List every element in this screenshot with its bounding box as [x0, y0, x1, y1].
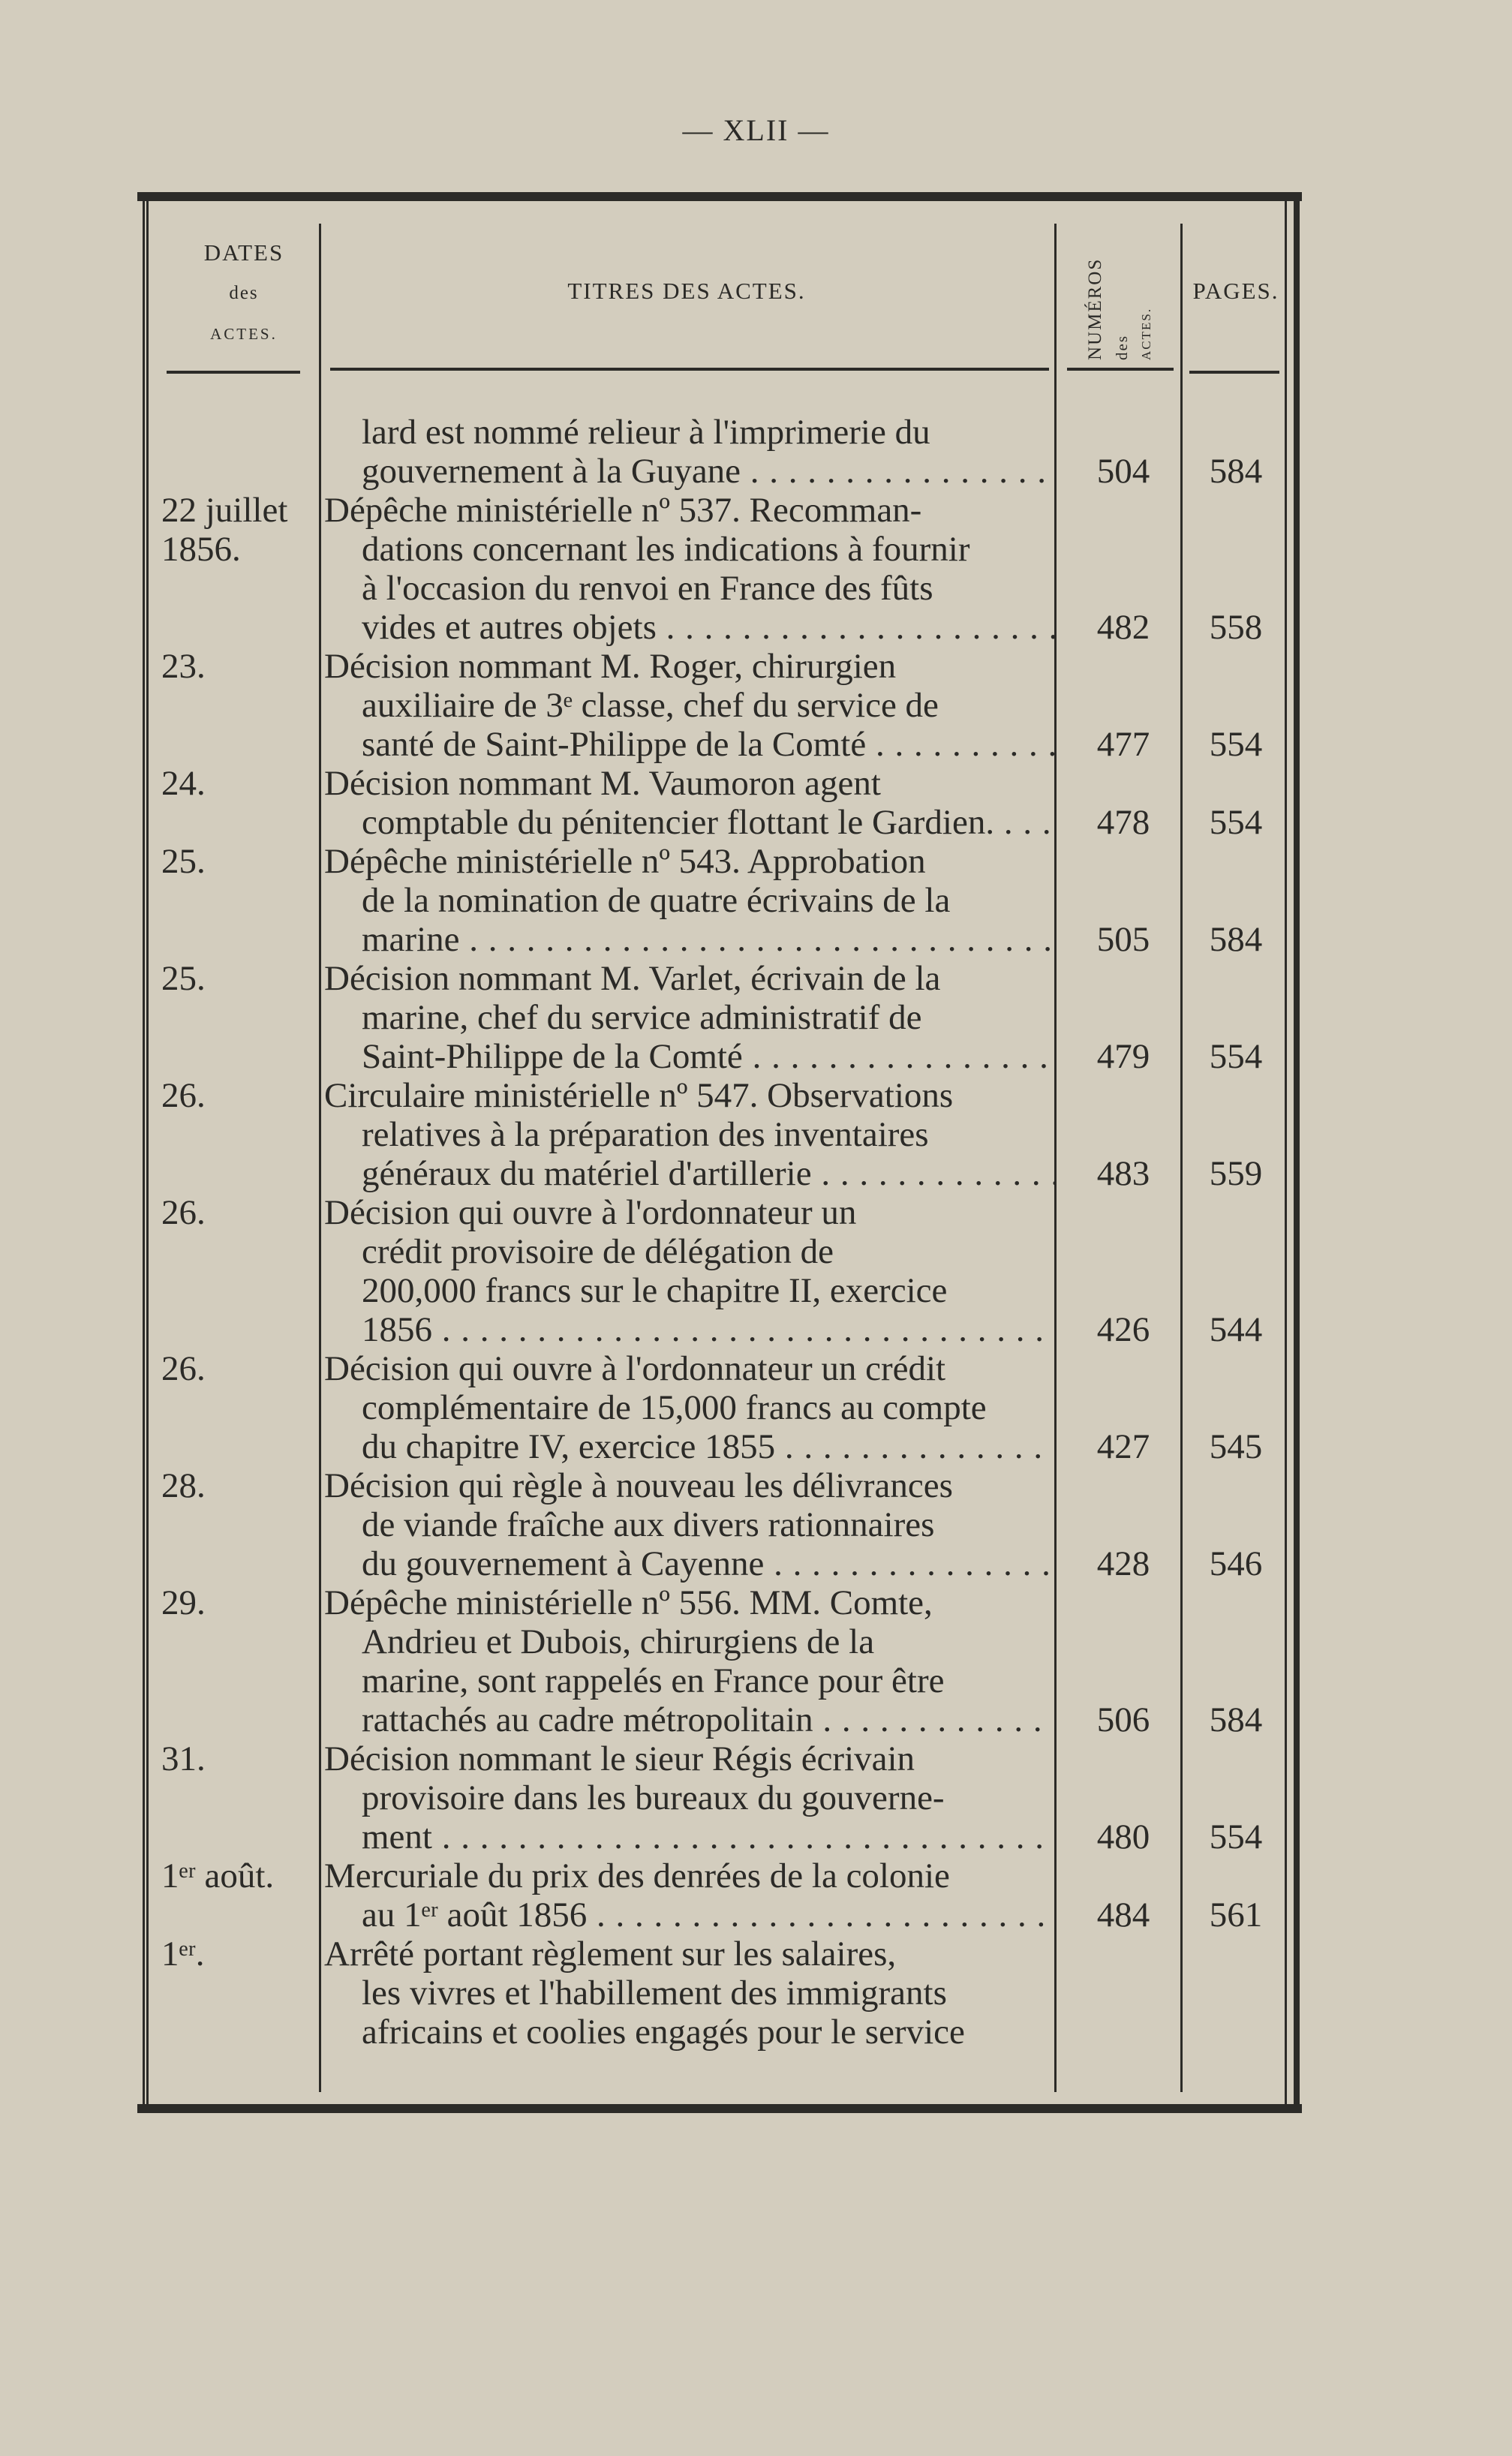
act-title-line: Saint-Philippe de la Comté . . . [362, 1037, 1056, 1076]
act-title-line: santé de Saint-Philippe de la Comté . . . [362, 725, 1056, 764]
numeros-header-line3: ACTES. [1139, 307, 1153, 360]
act-title-line: marine . . . [362, 920, 1056, 959]
page-number: 584 [1209, 1700, 1263, 1739]
page-number: 544 [1209, 1310, 1263, 1349]
act-title-line: Décision nommant le sieur Régis écrivain [324, 1739, 915, 1778]
page-number: 545 [1209, 1427, 1263, 1466]
act-title-line: du gouvernement à Cayenne . . . [362, 1544, 1056, 1583]
page-number: 559 [1209, 1154, 1263, 1193]
numeros-header-line2: des [1113, 335, 1131, 360]
act-title-line: Dépêche ministérielle nº 537. Recomman- [324, 491, 922, 530]
page-number: 546 [1209, 1544, 1263, 1583]
act-number: 427 [1096, 1427, 1150, 1466]
column-header-dates [161, 233, 326, 354]
act-date: 1ᵉʳ. [161, 1934, 205, 1974]
act-title-line: dations concernant les indications à fournir [362, 530, 970, 569]
act-title-line: ment . . . [362, 1817, 1056, 1856]
act-number: 504 [1096, 452, 1150, 491]
act-title-line: à l'occasion du renvoi en France des fûts [362, 569, 933, 608]
header-rule-numeros [1067, 368, 1174, 371]
header-rule-pages [1189, 371, 1279, 374]
act-title-line: Mercuriale du prix des denrées de la colonie [324, 1856, 950, 1895]
page-number: 584 [1209, 920, 1263, 959]
column-header-titres: TITRES DES ACTES. [567, 278, 806, 304]
dates-header-line1: DATES [203, 239, 284, 266]
act-title-line: Décision qui règle à nouveau les délivrances [324, 1466, 953, 1505]
page-number: 561 [1209, 1895, 1263, 1934]
act-title-line: vides et autres objets . . . [362, 608, 1056, 647]
act-title-line: Décision nommant M. Varlet, écrivain de la [324, 959, 941, 998]
act-title-line: complémentaire de 15,000 francs au compte [362, 1388, 987, 1427]
page-number: 584 [1209, 452, 1263, 491]
act-date: 29. [161, 1583, 206, 1622]
act-date: 24. [161, 764, 206, 803]
act-title-line: africains et coolies engagés pour le service [362, 2013, 965, 2052]
act-date: 25. [161, 959, 206, 998]
act-title-line: Dépêche ministérielle nº 543. Approbation [324, 842, 926, 881]
act-title-line: Décision qui ouvre à l'ordonnateur un [324, 1193, 857, 1232]
page-number: 558 [1209, 608, 1263, 647]
column-divider-dates [319, 224, 321, 2092]
act-number: 482 [1096, 608, 1150, 647]
act-number: 483 [1096, 1154, 1150, 1193]
act-title-line: Dépêche ministérielle nº 556. MM. Comte, [324, 1583, 933, 1622]
act-title-line: provisoire dans les bureaux du gouverne- [362, 1778, 945, 1817]
act-title-line: généraux du matériel d'artillerie . . . [362, 1154, 1056, 1193]
act-title-line: rattachés au cadre métropolitain . . . [362, 1700, 1056, 1739]
act-title-line: 200,000 francs sur le chapitre II, exercice [362, 1271, 948, 1310]
act-title-line: de viande fraîche aux divers rationnaires [362, 1505, 935, 1544]
column-divider-numeros [1180, 224, 1183, 2092]
act-number: 505 [1096, 920, 1150, 959]
act-number: 477 [1096, 725, 1150, 764]
act-number: 479 [1096, 1037, 1150, 1076]
page-number: 554 [1209, 803, 1263, 842]
act-date: 25. [161, 842, 206, 881]
page-number-header: — XLII — [682, 113, 830, 147]
act-title-line: auxiliaire de 3ᵉ classe, chef du service de [362, 686, 939, 725]
act-title-line: 1856 . . . [362, 1310, 1056, 1349]
dates-header-line3: ACTES. [210, 325, 278, 343]
column-header-numeros [1079, 225, 1169, 360]
act-title-line: relatives à la préparation des inventaires [362, 1115, 929, 1154]
act-title-line: crédit provisoire de délégation de [362, 1232, 834, 1271]
column-header-pages: PAGES. [1192, 278, 1279, 304]
act-title-line: marine, sont rappelés en France pour être [362, 1661, 945, 1700]
act-date: 1ᵉʳ août. [161, 1856, 275, 1895]
act-title-line: gouvernement à la Guyane . . . [362, 452, 1056, 491]
act-date: 22 juillet [161, 491, 288, 530]
act-title-line: Arrêté portant règlement sur les salaires, [324, 1934, 897, 1974]
act-title-line: Andrieu et Dubois, chirurgiens de la [362, 1622, 875, 1661]
act-number: 428 [1096, 1544, 1150, 1583]
header-rule-dates [167, 371, 300, 374]
act-title-line: Décision nommant M. Roger, chirurgien [324, 647, 897, 686]
act-number: 506 [1096, 1700, 1150, 1739]
act-date: 26. [161, 1193, 206, 1232]
act-title-line: Circulaire ministérielle nº 547. Observations [324, 1076, 954, 1115]
act-date: 26. [161, 1349, 206, 1388]
header-rule-titres [330, 368, 1049, 371]
numeros-header-line1: NUMÉROS [1085, 257, 1105, 360]
table-left-border [143, 201, 149, 2106]
act-date: 26. [161, 1076, 206, 1115]
act-title-line: de la nomination de quatre écrivains de la [362, 881, 951, 920]
page-number: 554 [1209, 1037, 1263, 1076]
act-title-line: comptable du pénitencier flottant le Gardien. . . . [362, 803, 1056, 842]
act-number: 480 [1096, 1817, 1150, 1856]
act-date: 28. [161, 1466, 206, 1505]
page-number: 554 [1209, 725, 1263, 764]
act-title-line: Décision qui ouvre à l'ordonnateur un crédit [324, 1349, 946, 1388]
act-number: 478 [1096, 803, 1150, 842]
act-title-line: marine, chef du service administratif de [362, 998, 922, 1037]
act-date: 23. [161, 647, 206, 686]
dates-header-line2: des [229, 283, 259, 303]
page-number: 554 [1209, 1817, 1263, 1856]
act-number: 484 [1096, 1895, 1150, 1934]
act-date-year: 1856. [161, 530, 241, 569]
act-title-line: lard est nommé relieur à l'imprimerie du [362, 413, 930, 452]
act-title-line: les vivres et l'habillement des immigrants [362, 1974, 947, 2013]
act-title-line: Décision nommant M. Vaumoron agent [324, 764, 881, 803]
act-number: 426 [1096, 1310, 1150, 1349]
act-title-line: du chapitre IV, exercice 1855 . . . [362, 1427, 1056, 1466]
act-title-line: au 1ᵉʳ août 1856 . . . [362, 1895, 1056, 1934]
act-date: 31. [161, 1739, 206, 1778]
table-right-border [1285, 197, 1300, 2110]
